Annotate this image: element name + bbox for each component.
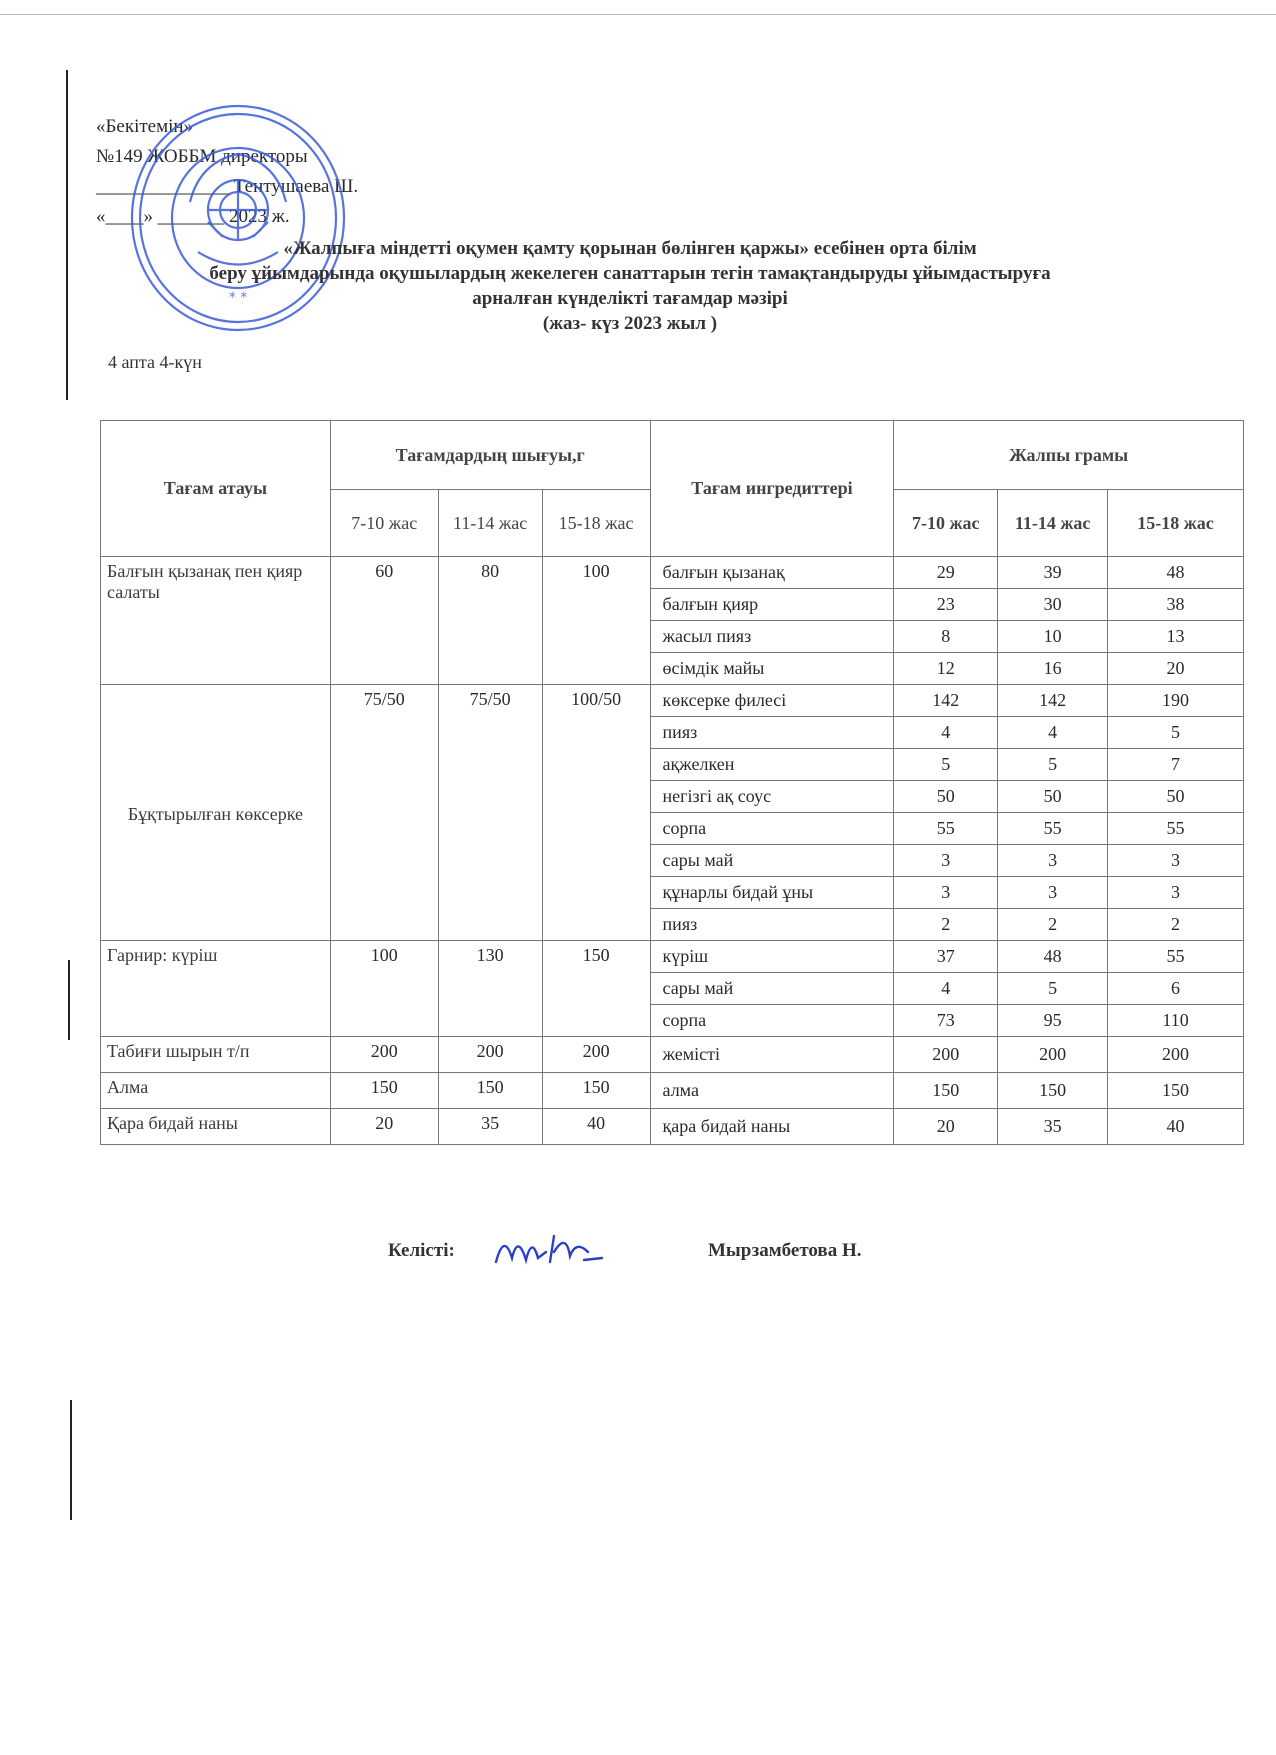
table-row [101, 1073, 1244, 1109]
agreed-label: Келісті: [388, 1240, 455, 1261]
header-output-age: 7-10 жас [330, 490, 438, 557]
header-ingredients: Тағам ингредиттері [650, 421, 894, 557]
dish-name: Гарнир: күріш [101, 941, 331, 1037]
ingredient-grams: 4 [894, 973, 998, 1005]
ingredient-name: қара бидай наны [650, 1109, 894, 1145]
ingredient-grams: 48 [1108, 557, 1244, 589]
dish-output: 75/50 [330, 685, 438, 941]
dish-name: Алма [101, 1073, 331, 1109]
ingredient-grams: 12 [894, 653, 998, 685]
header-output: Тағамдардың шығуы,г [330, 421, 650, 490]
approval-line-1: «Бекітемін» [96, 116, 194, 137]
svg-text:* *: * * [228, 290, 248, 306]
ingredient-grams: 50 [894, 781, 998, 813]
approval-line-2: №149 ЖОББМ директоры [96, 146, 308, 167]
ingredient-grams: 39 [998, 557, 1108, 589]
ingredient-name: жемісті [650, 1037, 894, 1073]
dish-output: 100 [330, 941, 438, 1037]
ingredient-name: құнарлы бидай ұны [650, 877, 894, 909]
title-line-1: «Жалпыға міндетті оқумен қамту қорынан бөлінген қаржы» есебінен орта білім [283, 238, 977, 259]
ingredient-grams: 142 [894, 685, 998, 717]
dish-name: Балғын қызанақ пен қияр салаты [101, 557, 331, 685]
ingredient-grams: 50 [998, 781, 1108, 813]
ingredient-name: ақжелкен [650, 749, 894, 781]
ingredient-grams: 10 [998, 621, 1108, 653]
dish-output: 80 [438, 557, 542, 685]
scan-edge-top [0, 14, 1276, 15]
ingredient-name: сары май [650, 845, 894, 877]
header-gross-age: 7-10 жас [894, 490, 998, 557]
ingredient-grams: 2 [894, 909, 998, 941]
dish-output: 150 [542, 1073, 650, 1109]
ingredient-grams: 3 [998, 845, 1108, 877]
week-day-label: 4 апта 4-күн [108, 352, 202, 372]
ingredient-grams: 16 [998, 653, 1108, 685]
ingredient-grams: 40 [1108, 1109, 1244, 1145]
ingredient-grams: 150 [1108, 1073, 1244, 1109]
ingredient-grams: 2 [1108, 909, 1244, 941]
dish-output: 200 [542, 1037, 650, 1073]
ingredient-grams: 23 [894, 589, 998, 621]
ingredient-grams: 73 [894, 1005, 998, 1037]
ingredient-grams: 5 [998, 973, 1108, 1005]
ingredient-grams: 190 [1108, 685, 1244, 717]
ingredient-grams: 150 [894, 1073, 998, 1109]
ingredient-grams: 5 [998, 749, 1108, 781]
ingredient-grams: 55 [1108, 813, 1244, 845]
ingredient-grams: 7 [1108, 749, 1244, 781]
ingredient-grams: 29 [894, 557, 998, 589]
dish-output: 100/50 [542, 685, 650, 941]
table-row [101, 557, 1244, 589]
agreed-name: Мырзамбетова Н. [708, 1240, 862, 1261]
ingredient-name: сорпа [650, 813, 894, 845]
ingredient-grams: 110 [1108, 1005, 1244, 1037]
ingredient-grams: 13 [1108, 621, 1244, 653]
ingredient-grams: 20 [1108, 653, 1244, 685]
ingredient-name: көксерке филесі [650, 685, 894, 717]
ingredient-name: балғын қияр [650, 589, 894, 621]
ingredient-grams: 150 [998, 1073, 1108, 1109]
ingredient-name: пияз [650, 909, 894, 941]
header-gross: Жалпы грамы [894, 421, 1244, 490]
header-output-age: 15-18 жас [542, 490, 650, 557]
dish-output: 35 [438, 1109, 542, 1145]
ingredient-name: сорпа [650, 1005, 894, 1037]
dish-output: 150 [438, 1073, 542, 1109]
ingredient-name: балғын қызанақ [650, 557, 894, 589]
dish-name: Табиғи шырын т/п [101, 1037, 331, 1073]
dish-name: Бұқтырылған көксерке [101, 685, 331, 941]
ingredient-grams: 35 [998, 1109, 1108, 1145]
ingredient-grams: 20 [894, 1109, 998, 1145]
dish-output: 200 [330, 1037, 438, 1073]
ingredient-grams: 55 [1108, 941, 1244, 973]
ingredient-grams: 142 [998, 685, 1108, 717]
ingredient-name: пияз [650, 717, 894, 749]
ingredient-grams: 3 [894, 845, 998, 877]
ingredient-grams: 48 [998, 941, 1108, 973]
ingredient-grams: 30 [998, 589, 1108, 621]
scan-edge-left-mid [68, 960, 70, 1040]
title-line-2: беру ұйымдарында оқушылардың жекелеген санаттарын тегін тамақтандыруды ұйымдастыруға [209, 263, 1051, 284]
ingredient-name: күріш [650, 941, 894, 973]
ingredient-name: сары май [650, 973, 894, 1005]
dish-output: 60 [330, 557, 438, 685]
table-row [101, 1037, 1244, 1073]
ingredient-name: алма [650, 1073, 894, 1109]
ingredient-grams: 8 [894, 621, 998, 653]
ingredient-grams: 4 [998, 717, 1108, 749]
dish-output: 200 [438, 1037, 542, 1073]
dish-output: 130 [438, 941, 542, 1037]
dish-output: 20 [330, 1109, 438, 1145]
scan-edge-left-top [66, 70, 68, 400]
approval-line-3: ______________ Тентушаева Ш. [96, 176, 359, 197]
ingredient-grams: 4 [894, 717, 998, 749]
ingredient-name: өсімдік майы [650, 653, 894, 685]
menu-title [110, 236, 1150, 336]
ingredient-grams: 95 [998, 1005, 1108, 1037]
table-row [101, 685, 1244, 717]
menu-table-body [101, 557, 1244, 1145]
scan-edge-left-low [70, 1400, 72, 1520]
ingredient-grams: 55 [894, 813, 998, 845]
ingredient-name: негізгі ақ соус [650, 781, 894, 813]
ingredient-grams: 3 [894, 877, 998, 909]
ingredient-grams: 3 [1108, 877, 1244, 909]
dish-name: Қара бидай наны [101, 1109, 331, 1145]
ingredient-grams: 38 [1108, 589, 1244, 621]
dish-output: 75/50 [438, 685, 542, 941]
ingredient-grams: 3 [998, 877, 1108, 909]
title-line-4: (жаз- күз 2023 жыл ) [542, 313, 718, 334]
ingredient-grams: 5 [1108, 717, 1244, 749]
header-gross-age: 15-18 жас [1108, 490, 1244, 557]
ingredient-name: жасыл пияз [650, 621, 894, 653]
ingredient-grams: 6 [1108, 973, 1244, 1005]
ingredient-grams: 5 [894, 749, 998, 781]
approval-line-4: «____» _______ 2023 ж. [96, 206, 290, 227]
ingredient-grams: 37 [894, 941, 998, 973]
dish-output: 150 [330, 1073, 438, 1109]
table-row [101, 1109, 1244, 1145]
ingredient-grams: 55 [998, 813, 1108, 845]
dish-output: 150 [542, 941, 650, 1037]
header-dish: Тағам атауы [101, 421, 331, 557]
dish-output: 40 [542, 1109, 650, 1145]
handwritten-signature [490, 1222, 610, 1278]
ingredient-grams: 3 [1108, 845, 1244, 877]
dish-output: 100 [542, 557, 650, 685]
ingredient-grams: 2 [998, 909, 1108, 941]
title-line-3: арналған күнделікті тағамдар мәзірі [472, 288, 788, 309]
header-gross-age: 11-14 жас [998, 490, 1108, 557]
menu-table [100, 420, 1244, 1145]
header-output-age: 11-14 жас [438, 490, 542, 557]
ingredient-grams: 200 [1108, 1037, 1244, 1073]
table-row [101, 941, 1244, 973]
ingredient-grams: 200 [998, 1037, 1108, 1073]
ingredient-grams: 200 [894, 1037, 998, 1073]
ingredient-grams: 50 [1108, 781, 1244, 813]
